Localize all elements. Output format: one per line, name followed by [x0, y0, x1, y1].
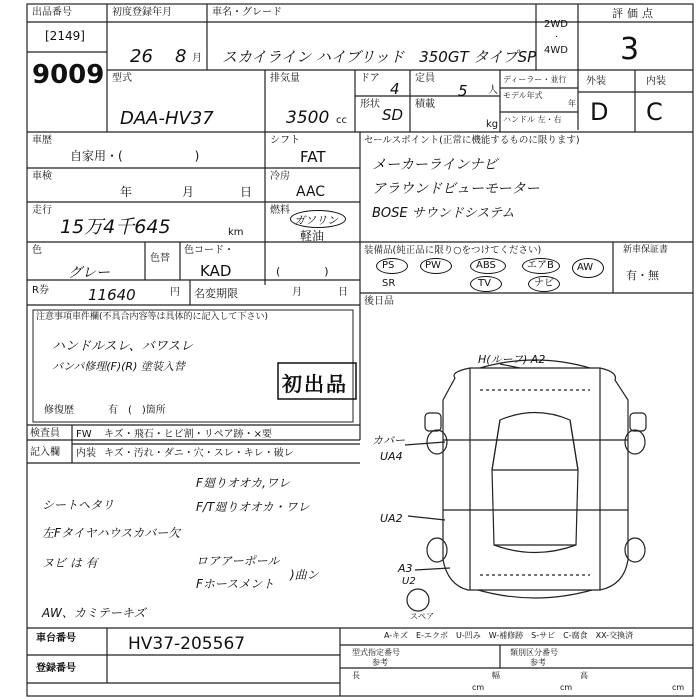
sales-point-3: BOSE サウンドシステム	[372, 206, 515, 221]
capacity-label: 定員	[415, 73, 435, 84]
remark-line2: F/T廻りオオカ・ワレ	[196, 500, 310, 514]
model-value: DAA-HV37	[120, 108, 214, 129]
color-code-label: 色コード・	[184, 245, 234, 256]
remark-line4-left: ヌビ は 有	[42, 556, 98, 570]
first-reg-label: 初度登録年月	[112, 7, 172, 18]
diagram-lower-label1: A3	[398, 562, 413, 575]
displacement-value: 3500	[286, 108, 330, 128]
load-unit: kg	[486, 119, 499, 130]
equip-item-4: エアB	[527, 260, 554, 271]
equip-item-3: ABS	[476, 260, 496, 271]
model-label: 型式	[112, 73, 132, 84]
equip-item-1: PS	[382, 260, 395, 271]
equip-item-tv: TV	[478, 278, 491, 289]
fuel-label: 燃料	[270, 205, 290, 216]
diagram-left-label1: カバー	[372, 434, 405, 447]
notes-line1: ハンドルスレ、バワスレ	[52, 339, 194, 354]
car-name-value: スカイライン ハイブリッド 350GT タイプSP	[222, 48, 537, 66]
inspection-day: 日	[240, 185, 253, 199]
equip-item-5: AW	[577, 262, 594, 273]
interior-value: C	[646, 98, 663, 126]
load-label: 積載	[415, 99, 435, 110]
class-ref: 参考	[530, 658, 546, 667]
remark-line1: F廻りオオカ,ワレ	[196, 476, 290, 490]
capacity-unit: 人	[488, 85, 498, 96]
registration-label: 登録番号	[36, 663, 76, 674]
diagram-lower-label2: U2	[402, 576, 416, 587]
length-label: 長	[352, 671, 360, 680]
fw-text: キズ・飛石・ヒビ割・リペア跡・×要	[104, 429, 272, 440]
inspector-label1: 検査員	[30, 428, 60, 439]
width-unit: cm	[560, 683, 573, 692]
recycle-value: 11640	[88, 286, 136, 304]
remark-line5-right: )曲ン	[290, 568, 319, 582]
grade-label: 評価点	[612, 7, 657, 20]
equipment-label: 装備品(純正品に限り○をつけてください)	[364, 245, 542, 256]
first-listing-stamp: 初出品	[282, 372, 348, 396]
warranty-value: 有・無	[626, 269, 659, 282]
model-year-label: モデル年式	[503, 91, 543, 100]
name-change-label: 名変期限	[194, 287, 238, 300]
first-reg-month-unit: 月	[192, 53, 202, 64]
shift-value: FAT	[300, 148, 326, 166]
diagram-left-label2: UA4	[380, 450, 403, 463]
warranty-label: 新車保証書	[623, 245, 669, 255]
fuel-value: ガソリン	[294, 214, 338, 227]
history-label: 車歴	[32, 135, 52, 146]
repair-label: 修復歴	[44, 405, 74, 416]
mileage-unit: km	[228, 227, 244, 238]
diagram-spare-label: スペア	[410, 612, 434, 621]
doors-label: ドア	[360, 73, 380, 84]
first-reg-month: 8	[175, 46, 187, 67]
inspection-year: 年	[120, 185, 133, 199]
lot-sub-number: [2149]	[45, 29, 85, 43]
class-label: 類別区分番号	[510, 648, 558, 657]
drive-4wd: 4WD	[544, 45, 568, 56]
inspector-label2: 記入欄	[30, 447, 60, 458]
inspection-label: 車検	[32, 171, 52, 182]
exterior-value: D	[590, 98, 609, 126]
handle-label: ハンドル 左・右	[503, 115, 562, 124]
mileage-value: 15万4千645	[60, 216, 171, 238]
sales-point-2: アラウンドビューモーター	[372, 181, 540, 197]
remark-line3: 左Fタイヤハウスカバー欠	[42, 526, 181, 540]
capacity-value: 5	[458, 82, 468, 100]
shape-value: SD	[382, 106, 404, 124]
first-reg-year: 26	[130, 46, 153, 67]
doors-value: 4	[390, 80, 400, 98]
remark-line4: ロアアーポール	[196, 554, 280, 568]
sales-point-1: メーカーラインナビ	[372, 157, 498, 173]
lot-number-label: 出品番号	[32, 7, 72, 18]
width-label: 幅	[492, 671, 500, 680]
remark-line5: Fホースメント	[196, 577, 275, 591]
history-value: 自家用・( )	[70, 149, 200, 163]
model-year-unit: 年	[568, 99, 576, 108]
color-code-value: KAD	[200, 262, 232, 280]
recycle-unit: 円	[170, 287, 180, 298]
remark-line2-left: シートヘタリ	[42, 498, 115, 512]
color-label: 色	[32, 245, 42, 256]
displacement-unit: cc	[336, 115, 347, 126]
int-text: キズ・汚れ・ダニ・穴・スレ・キレ・破レ	[104, 448, 294, 459]
equip-item-2: PW	[425, 260, 441, 271]
diagram-side-label: UA2	[380, 512, 403, 525]
fuel-alt: 軽油	[300, 229, 325, 243]
repair-value: 有 ( )箇所	[108, 405, 166, 416]
shape-label: 形状	[360, 99, 380, 110]
remark-line6: AW、カミテーキズ	[42, 606, 146, 620]
color-paren: ( )	[276, 265, 329, 278]
frame-number-value: HV37-205567	[128, 634, 246, 654]
grade-value: 3	[620, 32, 640, 67]
lot-number: 9009	[32, 60, 105, 90]
car-name-label: 車名・グレード	[212, 7, 282, 18]
displacement-label: 排気量	[270, 73, 300, 84]
inspection-month: 月	[182, 185, 195, 199]
sales-points-label: セールスポイント(正常に機能するものに限ります)	[364, 135, 580, 146]
name-change-day: 日	[338, 287, 348, 298]
exterior-label: 外装	[586, 76, 606, 87]
length-unit: cm	[472, 683, 485, 692]
cooler-value: AAC	[296, 184, 326, 200]
color-change-label: 色替	[150, 253, 170, 264]
diagram-top-label: H(ルーフ) A2	[478, 353, 546, 366]
height-label: 高	[580, 671, 588, 680]
drive-2wd: 2WD	[544, 19, 568, 30]
cooler-label: 冷房	[270, 171, 290, 182]
mileage-label: 走行	[32, 205, 52, 216]
equip-item-sr: SR	[382, 278, 396, 289]
type-cert-label: 型式指定番号	[352, 648, 400, 657]
fw-label: FW	[76, 429, 92, 440]
notes-label: 注意事項車件欄(不具合内容等は具体的に記入して下さい)	[36, 312, 269, 322]
interior-label: 内装	[646, 76, 666, 87]
dealer-label: ディーラー・並行	[503, 75, 567, 84]
name-change-month: 月	[292, 287, 302, 298]
rear-items-label: 後日品	[364, 296, 394, 307]
recycle-label: R券	[32, 285, 49, 296]
color-value: グレー	[68, 265, 110, 281]
notes-line2: バンパ修理(F)(R) 塗装入替	[52, 360, 185, 373]
type-cert-ref: 参考	[372, 658, 388, 667]
frame-number-label: 車台番号	[36, 633, 76, 644]
height-unit: cm	[672, 683, 685, 692]
damage-legend: A-キズ E-エクボ U-凹み W-補修跡 S-サビ C-腐食 XX-交換済	[384, 631, 634, 640]
shift-label: シフト	[270, 135, 300, 146]
int-label: 内装	[76, 448, 96, 459]
equip-item-navi: ナビ	[534, 278, 554, 289]
